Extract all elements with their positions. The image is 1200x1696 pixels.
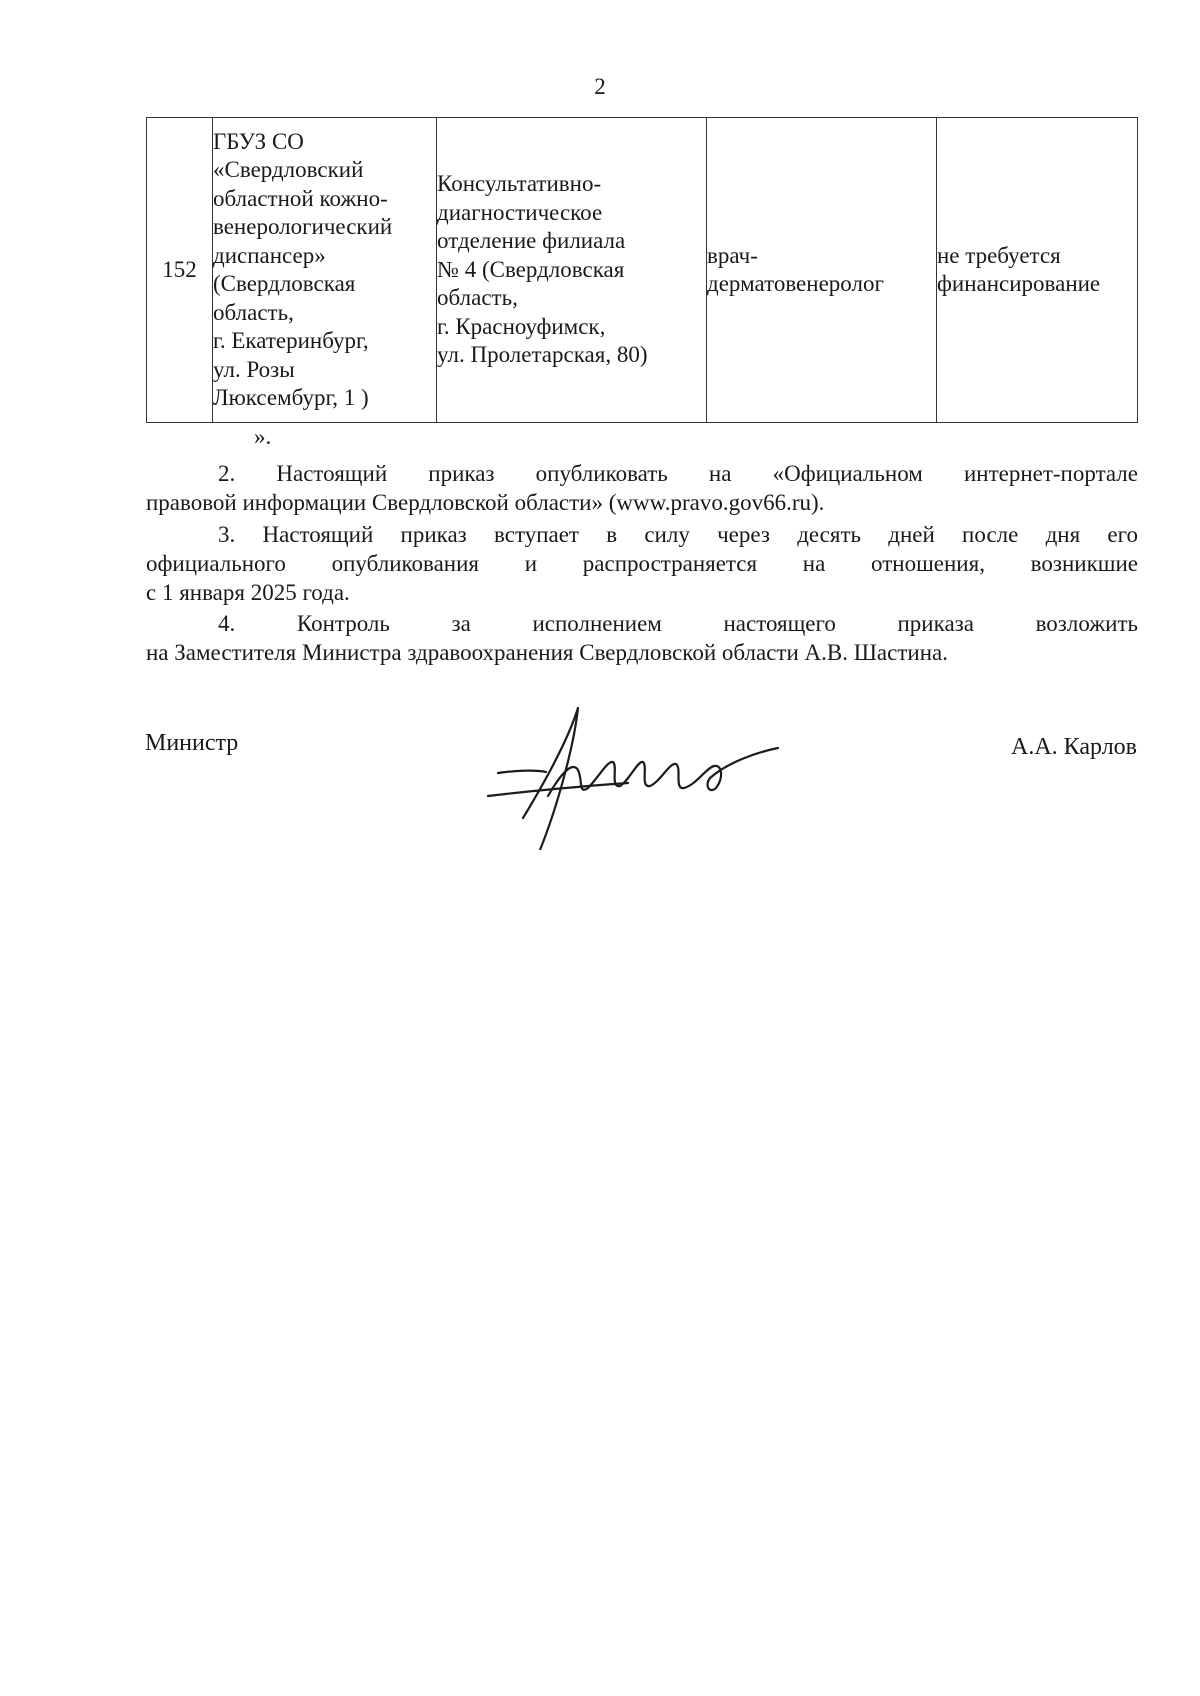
organization-text: ГБУЗ СО «Свердловский областной кожно- венерологический диспансер» (Свердловская область, г. Екатеринбург, ул. Розы Люксембург, 1 ) bbox=[213, 128, 393, 410]
paragraph-text: Контроль за исполнением настоящего приказа возложить bbox=[296, 611, 1139, 636]
paragraph-text: Настоящий приказ вступает в силу через десять дней после дня его bbox=[262, 522, 1139, 547]
signatory-title: Министр bbox=[145, 730, 239, 756]
handwritten-signature bbox=[478, 700, 808, 850]
closing-quote: ». bbox=[254, 424, 272, 449]
financing-cell bbox=[937, 118, 1138, 423]
paragraph-3 bbox=[146, 520, 1138, 607]
table-row bbox=[147, 118, 1138, 423]
position-cell bbox=[707, 118, 937, 423]
row-number: 152 bbox=[162, 256, 197, 282]
paragraph-number: 4. bbox=[218, 611, 236, 636]
financing-text: не требуется финансирование bbox=[937, 242, 1101, 296]
paragraph-2 bbox=[146, 459, 1138, 517]
paragraph-text: официального опубликования и распространяется на отношения, возникшие bbox=[146, 551, 1138, 576]
page-number: 2 bbox=[594, 74, 606, 99]
paragraph-text: правовой информации Свердловской области» (www.pravo.gov66.ru). bbox=[146, 490, 825, 515]
paragraph-text: Настоящий приказ опубликовать на «Официальном интернет-портале bbox=[276, 461, 1138, 486]
paragraph-text: с 1 января 2025 года. bbox=[146, 580, 350, 605]
paragraph-number: 2. bbox=[218, 461, 236, 486]
organization-cell bbox=[213, 118, 437, 423]
position-text: врач- дерматовенеролог bbox=[707, 242, 884, 296]
division-cell bbox=[437, 118, 707, 423]
paragraph-4 bbox=[146, 609, 1138, 667]
row-number-cell bbox=[147, 118, 213, 423]
paragraph-text: на Заместителя Министра здравоохранения Свердловской области А.В. Шастина. bbox=[146, 640, 948, 665]
facilities-table bbox=[146, 117, 1138, 423]
division-text: Консультативно- диагностическое отделение филиала № 4 (Свердловская область, г. Красноуфимск, ул. Пролетарская, 80) bbox=[437, 171, 648, 368]
signatory-name: А.А. Карлов bbox=[1011, 734, 1137, 760]
paragraph-number: 3. bbox=[218, 522, 236, 547]
